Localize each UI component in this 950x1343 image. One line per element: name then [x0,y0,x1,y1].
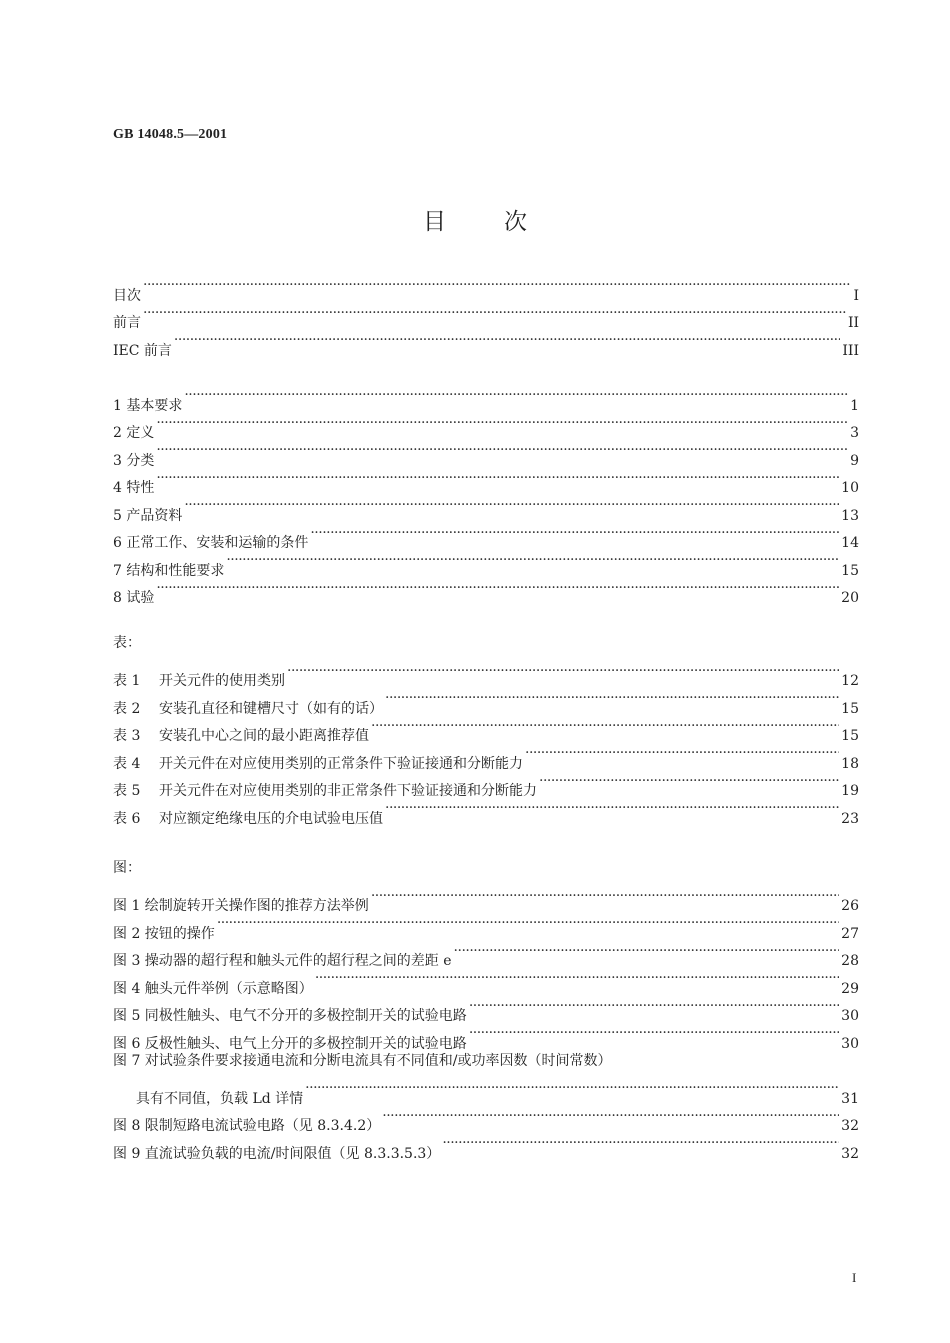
title-char-2: 次 [504,209,527,235]
table-number: 表 1 [113,673,141,689]
leader-dots [156,410,848,438]
leader-dots [371,713,839,741]
toc-entry[interactable] [113,883,859,914]
toc-entry-page: 20 [841,590,859,606]
toc-chapters [113,382,859,606]
toc-entry-page: 26 [841,898,859,914]
toc-entry[interactable] [113,520,859,551]
toc-entry[interactable] [113,382,859,414]
toc-entry-page: 15 [841,562,859,579]
toc-entry-text: 1 基本要求 [113,397,183,414]
leader-dots [143,272,851,300]
table-number: 表 3 [113,728,141,744]
leader-dots [469,1020,839,1048]
toc-entry-page: 30 [841,1035,859,1052]
toc-entry-text: 2 定义 [113,425,155,441]
toc-front-matter [113,272,859,359]
toc-entry-text: 图 3 操动器的超行程和触头元件的超行程之间的差距 e [113,953,452,969]
toc-entry-text: 安装孔直径和键槽尺寸（如有的话） [159,700,383,717]
leader-dots [217,910,839,938]
toc-entry-page: II [847,315,859,331]
leader-dots [385,685,839,713]
table-number: 表 2 [113,700,141,717]
toc-entry-page: 9 [850,452,859,469]
toc-figures [113,855,859,1162]
leader-dots [454,938,840,966]
toc-entry-text: 目次 [113,287,141,304]
toc-entry[interactable] [113,437,859,469]
toc-entry-text: 图 4 触头元件举例（示意略图） [113,980,313,997]
toc-entry-text: 开关元件的使用类别 [159,673,285,689]
toc-entry-page: 23 [841,810,859,827]
toc-entry-page: 15 [841,728,859,744]
toc-entry-text: 图 2 按钮的操作 [113,925,215,942]
toc-entry[interactable] [113,658,859,689]
toc-entry-text: IEC 前言 [113,342,172,359]
table-number: 表 6 [113,810,141,827]
leader-dots [469,993,839,1021]
leader-dots [156,575,839,603]
leader-dots [525,740,839,768]
toc-entry-page: 14 [841,535,859,551]
leader-dots [226,547,839,575]
toc-entry-text: 8 试验 [113,590,155,606]
toc-tables [113,630,859,827]
leader-dots [539,768,839,796]
toc-entry[interactable] [113,938,859,969]
figures-section-label: 图： [113,860,141,876]
title-char-1: 目 [423,209,446,235]
toc-entry-page: I [853,287,859,304]
leader-dots [174,327,840,355]
standard-code: GB 14048.5—2001 [113,127,228,142]
toc-entry-text: 图 8 限制短路电流试验电路（见 8.3.4.2） [113,1118,381,1134]
toc-entry[interactable] [113,1048,859,1076]
toc-entry[interactable] [113,300,859,331]
toc-entry-text: 7 结构和性能要求 [113,562,225,579]
toc-entry-page: 1 [850,397,859,414]
leader-dots [143,300,846,328]
toc-entry-page: 19 [841,783,859,799]
toc-entry-page: 18 [841,755,859,772]
toc-entry-continuation[interactable] [113,1075,859,1107]
leader-dots [184,492,839,520]
toc-entry-page: 13 [841,507,859,524]
leader-dots [310,520,839,548]
toc-entry-text: 开关元件在对应使用类别的非正常条件下验证接通和分断能力 [159,783,537,799]
toc-entry-page: 3 [850,425,859,441]
leader-dots [371,883,839,911]
toc-entry[interactable] [113,492,859,524]
page-title [0,203,950,236]
toc-entry-text: 对应额定绝缘电压的介电试验电压值 [159,810,383,827]
toc-entry-page: 28 [841,953,859,969]
leader-dots [315,965,839,993]
toc-entry-text: 安装孔中心之间的最小距离推荐值 [159,728,369,744]
toc-entry[interactable] [113,465,859,496]
toc-entry-text: 图 6 反极性触头、电气上分开的多极控制开关的试验电路 [113,1035,467,1052]
page-number: I [852,1270,857,1285]
leader-dots [156,465,839,493]
leader-dots [156,437,848,465]
toc-entry-page: 32 [841,1145,859,1162]
toc-entry-text: 4 特性 [113,480,155,496]
toc-entry-page: 10 [841,480,859,496]
toc-entry-page: 31 [841,1090,859,1107]
toc-entry[interactable] [113,410,859,441]
toc-entry-text: 图 9 直流试验负载的电流/时间限值（见 8.3.3.5.3） [113,1145,441,1162]
toc-entry-text: 图 1 绘制旋转开关操作图的推荐方法举例 [113,898,369,914]
table-number: 表 4 [113,755,141,772]
leader-dots [382,1103,839,1131]
toc-entry-page: 15 [841,700,859,717]
toc-entry[interactable] [113,272,859,304]
leader-dots [184,382,848,410]
toc-entry-page: 30 [841,1008,859,1024]
toc-entry-text: 图 5 同极性触头、电气不分开的多极控制开关的试验电路 [113,1008,467,1024]
toc-entry[interactable] [113,910,859,942]
toc-entry-text: 图 7 对试验条件要求接通电流和分断电流具有不同值和/或功率因数（时间常数） [113,1052,612,1069]
tables-section-label: 表： [113,635,141,651]
toc-entry[interactable] [113,575,859,606]
leader-dots [442,1130,839,1158]
toc-entry-text: 前言 [113,315,141,331]
toc-entry[interactable] [113,327,859,359]
toc-entry-text: 开关元件在对应使用类别的正常条件下验证接通和分断能力 [159,755,523,772]
toc-entry-page: 12 [841,673,859,689]
toc-entry-page: 27 [841,925,859,942]
leader-dots [385,795,839,823]
toc-entry-page: III [842,342,859,359]
toc-entry-text: 3 分类 [113,452,155,469]
toc-entry-page: 32 [841,1118,859,1134]
toc-entry-text: 5 产品资料 [113,507,183,524]
toc-entry-text: 6 正常工作、安装和运输的条件 [113,535,309,551]
leader-dots [305,1075,839,1103]
toc-entry-text: 具有不同值，负载 Ld 详情 [136,1090,304,1107]
leader-dots [287,658,839,686]
toc-entry-page: 29 [841,980,859,997]
table-number: 表 5 [113,783,141,799]
